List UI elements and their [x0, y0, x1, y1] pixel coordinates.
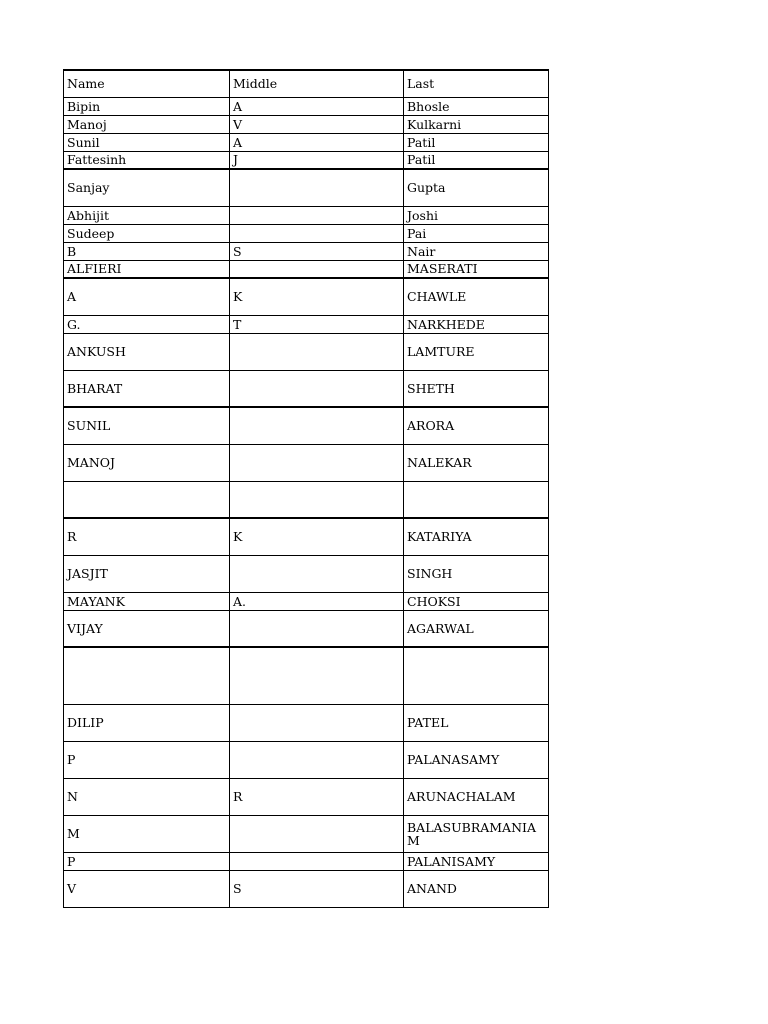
cell-name: Sanjay	[64, 169, 230, 206]
cell-middle	[230, 704, 404, 741]
cell-middle	[230, 555, 404, 592]
cell-name: R	[64, 518, 230, 555]
names-table	[63, 69, 549, 908]
cell-middle	[230, 852, 404, 870]
cell-middle	[230, 647, 404, 704]
table-row	[64, 242, 549, 260]
cell-middle: A	[230, 133, 404, 151]
cell-last: MASERATI	[404, 260, 549, 278]
header-name: Name	[64, 70, 230, 97]
table-row	[64, 115, 549, 133]
cell-last: Patil	[404, 133, 549, 151]
cell-name: P	[64, 852, 230, 870]
cell-last: PALANISAMY	[404, 852, 549, 870]
table-row	[64, 278, 549, 315]
cell-middle: A.	[230, 592, 404, 610]
cell-name: Bipin	[64, 97, 230, 115]
table-row	[64, 815, 549, 852]
cell-name: VIJAY	[64, 610, 230, 647]
cell-name: A	[64, 278, 230, 315]
cell-middle: R	[230, 778, 404, 815]
cell-last: SINGH	[404, 555, 549, 592]
table-row	[64, 778, 549, 815]
cell-last: LAMTURE	[404, 333, 549, 370]
cell-middle: K	[230, 518, 404, 555]
cell-middle	[230, 815, 404, 852]
header-middle: Middle	[230, 70, 404, 97]
cell-last: Pai	[404, 224, 549, 242]
cell-name: JASJIT	[64, 555, 230, 592]
table-row	[64, 741, 549, 778]
cell-last: Patil	[404, 151, 549, 169]
cell-middle: T	[230, 315, 404, 333]
table-row	[64, 870, 549, 907]
cell-middle	[230, 481, 404, 518]
cell-middle	[230, 370, 404, 407]
cell-last: Kulkarni	[404, 115, 549, 133]
table-row	[64, 610, 549, 647]
table-row	[64, 151, 549, 169]
cell-name: G.	[64, 315, 230, 333]
cell-name: V	[64, 870, 230, 907]
cell-middle: K	[230, 278, 404, 315]
cell-last	[404, 647, 549, 704]
table-row	[64, 133, 549, 151]
table-row	[64, 481, 549, 518]
cell-name: Manoj	[64, 115, 230, 133]
cell-middle	[230, 224, 404, 242]
cell-name: BHARAT	[64, 370, 230, 407]
header-row	[64, 70, 549, 97]
cell-middle	[230, 260, 404, 278]
cell-name: Fattesinh	[64, 151, 230, 169]
cell-name: Abhijit	[64, 206, 230, 224]
table-row	[64, 333, 549, 370]
table-row	[64, 315, 549, 333]
table-row	[64, 444, 549, 481]
cell-middle: S	[230, 242, 404, 260]
table-row	[64, 97, 549, 115]
cell-last: Gupta	[404, 169, 549, 206]
table-row	[64, 407, 549, 444]
cell-name: ANKUSH	[64, 333, 230, 370]
cell-name: B	[64, 242, 230, 260]
table-row	[64, 704, 549, 741]
cell-name: Sudeep	[64, 224, 230, 242]
cell-last: NARKHEDE	[404, 315, 549, 333]
cell-last: Joshi	[404, 206, 549, 224]
table-row	[64, 518, 549, 555]
cell-last: CHAWLE	[404, 278, 549, 315]
table-row	[64, 169, 549, 206]
cell-name: Sunil	[64, 133, 230, 151]
cell-last: KATARIYA	[404, 518, 549, 555]
table-row	[64, 592, 549, 610]
cell-middle: S	[230, 870, 404, 907]
cell-middle	[230, 444, 404, 481]
table-row	[64, 370, 549, 407]
cell-last: ANAND	[404, 870, 549, 907]
cell-name	[64, 647, 230, 704]
cell-last	[404, 481, 549, 518]
cell-middle	[230, 169, 404, 206]
cell-last: NALEKAR	[404, 444, 549, 481]
cell-name: M	[64, 815, 230, 852]
cell-last: PALANASAMY	[404, 741, 549, 778]
table-row	[64, 647, 549, 704]
cell-name: SUNIL	[64, 407, 230, 444]
cell-last: Nair	[404, 242, 549, 260]
header-last: Last	[404, 70, 549, 97]
cell-name: P	[64, 741, 230, 778]
cell-middle	[230, 610, 404, 647]
table-row	[64, 206, 549, 224]
cell-middle	[230, 407, 404, 444]
cell-last: PATEL	[404, 704, 549, 741]
cell-name	[64, 481, 230, 518]
table-row	[64, 260, 549, 278]
cell-last: SHETH	[404, 370, 549, 407]
cell-name: N	[64, 778, 230, 815]
cell-last: ARORA	[404, 407, 549, 444]
cell-middle: A	[230, 97, 404, 115]
cell-last: BALASUBRAMANIAM	[404, 815, 549, 852]
cell-last: ARUNACHALAM	[404, 778, 549, 815]
cell-middle	[230, 333, 404, 370]
cell-name: ALFIERI	[64, 260, 230, 278]
cell-middle	[230, 741, 404, 778]
table-row	[64, 555, 549, 592]
cell-middle: V	[230, 115, 404, 133]
cell-last: CHOKSI	[404, 592, 549, 610]
cell-middle	[230, 206, 404, 224]
cell-name: MANOJ	[64, 444, 230, 481]
cell-last: Bhosle	[404, 97, 549, 115]
table-row	[64, 224, 549, 242]
cell-name: DILIP	[64, 704, 230, 741]
cell-name: MAYANK	[64, 592, 230, 610]
names-table-body	[64, 70, 549, 907]
cell-middle: J	[230, 151, 404, 169]
table-row	[64, 852, 549, 870]
cell-last: AGARWAL	[404, 610, 549, 647]
